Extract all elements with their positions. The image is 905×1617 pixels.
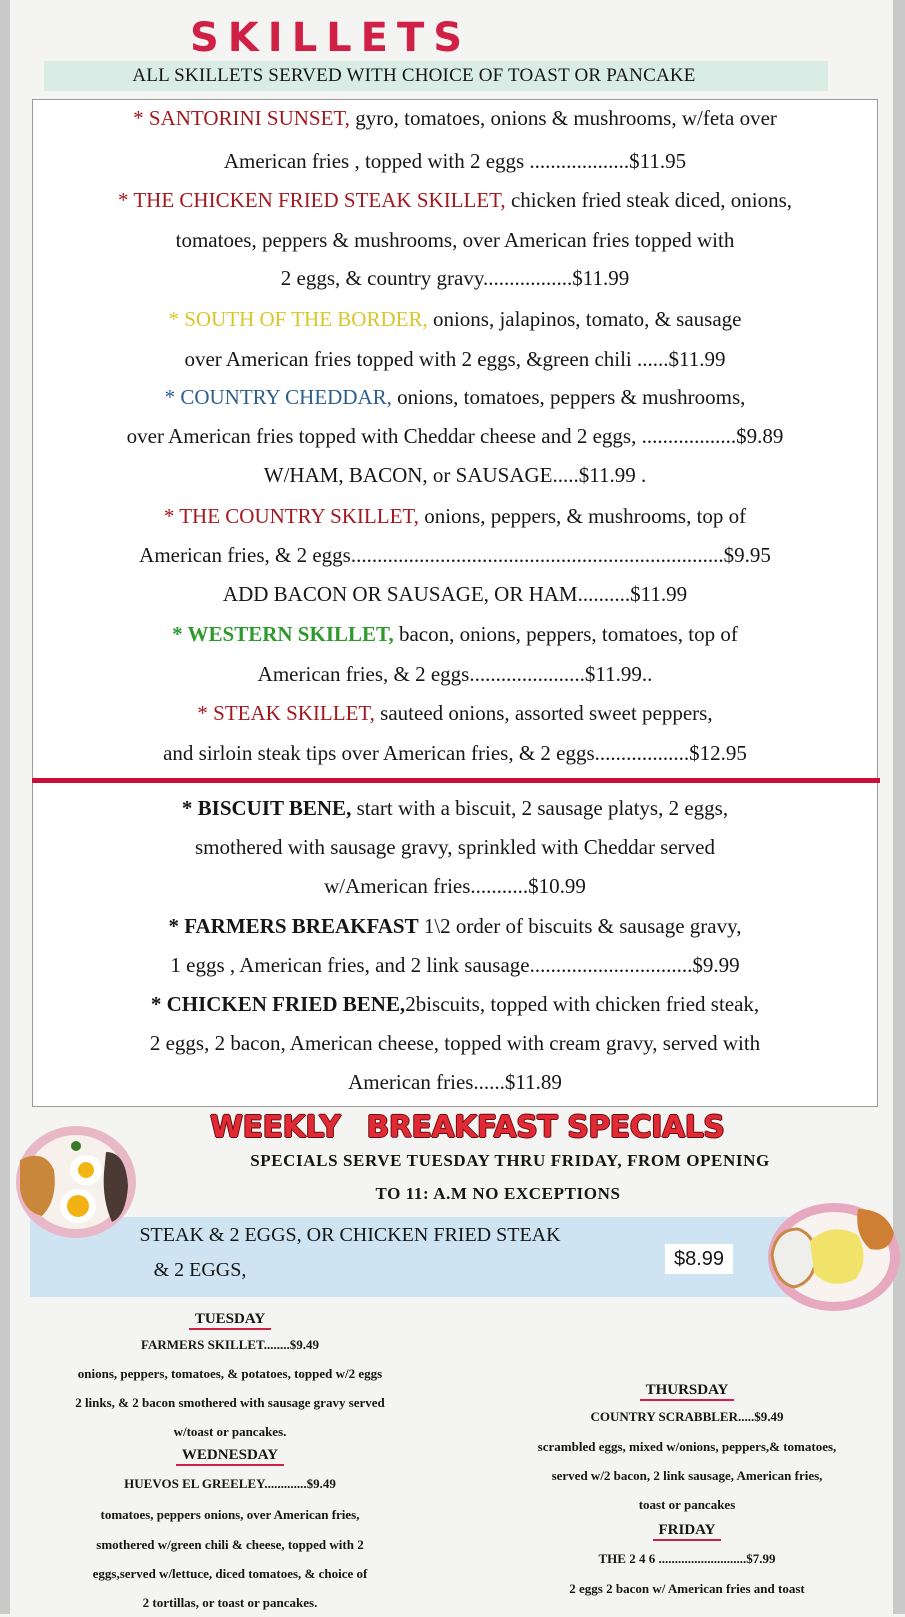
item-name: * WESTERN SKILLET,: [172, 622, 394, 646]
day-item-line: served w/2 bacon, 2 link sausage, American fries,: [551, 1468, 823, 1483]
day-heading-thursday: THURSDAY: [587, 1380, 787, 1400]
menu-item-line: 2 eggs, 2 bacon, American cheese, topped with cream gravy, served with: [149, 1031, 761, 1055]
day-item-line: smothered w/green chili & cheese, topped with 2: [96, 1537, 364, 1552]
menu-item-line: American fries......$11.89: [348, 1070, 562, 1094]
menu-item-santorini-sunset: [33, 104, 877, 132]
weekly-title-word: WEEKLY: [210, 1110, 341, 1145]
day-item-line: toast or pancakes: [638, 1497, 736, 1512]
page-title: SKILLETS: [190, 15, 472, 61]
item-description: sauteed onions, assorted sweet peppers,: [374, 701, 713, 725]
menu-item-line: over American fries topped with Cheddar cheese and 2 eggs, ..................$9.89: [126, 424, 784, 448]
day-item-line: 2 tortillas, or toast or pancakes.: [142, 1595, 318, 1610]
item-name: * CHICKEN FRIED BENE,: [150, 992, 406, 1016]
item-name: * STEAK SKILLET,: [197, 701, 375, 725]
menu-item-line: W/HAM, BACON, or SAUSAGE.....$11.99 .: [263, 463, 647, 487]
garnish-shape: [71, 1141, 81, 1151]
menu-item-chicken-fried-bene: [33, 990, 877, 1018]
menu-item-line: 1 eggs , American fries, and 2 link sausage...............................$9.99: [170, 953, 740, 977]
menu-item-line: American fries, & 2 eggs......................$11.99..: [257, 662, 653, 686]
item-name: * SOUTH OF THE BORDER,: [168, 307, 428, 331]
weekly-title-word: BREAKFAST SPECIALS: [366, 1110, 725, 1145]
day-item-line: scrambled eggs, mixed w/onions, peppers,& tomatoes,: [537, 1439, 837, 1454]
day-item-line: 2 links, & 2 bacon smothered with sausage gravy served: [75, 1395, 385, 1410]
menu-item-line: ADD BACON OR SAUSAGE, OR HAM..........$11.99: [222, 582, 688, 606]
day-item-title: THE 2 4 6 ...........................$7.99: [598, 1551, 776, 1566]
day-item-title: COUNTRY SCRABBLER.....$9.49: [590, 1409, 784, 1424]
day-heading-friday: FRIDAY: [587, 1520, 787, 1540]
menu-item-line: smothered with sausage gravy, sprinkled with Cheddar served: [194, 835, 715, 859]
day-item-title: FARMERS SKILLET........$9.49: [141, 1337, 319, 1352]
item-name: * BISCUIT BENE,: [181, 796, 352, 820]
specials-note-line: SPECIALS SERVE TUESDAY THRU FRIDAY, FROM OPENING: [250, 1151, 770, 1170]
menu-item-farmers-breakfast: [33, 912, 877, 940]
page-edge-left: [0, 0, 10, 1614]
menu-item-biscuit-bene: [33, 794, 877, 822]
day-heading-tuesday: TUESDAY: [130, 1309, 330, 1329]
page-subtitle: ALL SKILLETS SERVED WITH CHOICE OF TOAST OR PANCAKE: [132, 65, 696, 86]
item-description: chicken fried steak diced, onions,: [505, 188, 793, 212]
menu-item-line: w/American fries...........$10.99: [324, 874, 586, 898]
egg-yolk: [67, 1195, 89, 1217]
item-name: * THE CHICKEN FRIED STEAK SKILLET,: [117, 188, 506, 212]
menu-item-western-skillet: [33, 620, 877, 648]
item-name: * THE COUNTRY SKILLET,: [163, 504, 419, 528]
menu-item-south-of-the-border: [33, 305, 877, 333]
item-description: 2biscuits, topped with chicken fried steak,: [405, 992, 760, 1016]
day-item-line: tomatoes, peppers onions, over American fries,: [100, 1507, 360, 1522]
item-description: 1\2 order of biscuits & sausage gravy,: [418, 914, 742, 938]
menu-item-country-skillet: [33, 502, 877, 530]
day-item-line: 2 eggs 2 bacon w/ American fries and toast: [569, 1581, 805, 1596]
item-description: onions, jalapinos, tomato, & sausage: [427, 307, 742, 331]
weekly-specials-title: [210, 1110, 730, 1146]
item-name: * FARMERS BREAKFAST: [168, 914, 419, 938]
menu-item-country-cheddar: [33, 383, 877, 411]
item-description: onions, peppers, & mushrooms, top of: [418, 504, 747, 528]
menu-item-steak-skillet: [33, 699, 877, 727]
menu-item-line: and sirloin steak tips over American fries, & 2 eggs..................$12.95: [163, 741, 747, 765]
section-divider: [32, 778, 880, 783]
specials-note-line: TO 11: A.M NO EXCEPTIONS: [375, 1184, 621, 1203]
menu-item-line: American fries , topped with 2 eggs ...................$11.95: [223, 149, 687, 173]
item-name: * SANTORINI SUNSET,: [133, 106, 350, 130]
scrambled-eggs-shape: [810, 1229, 864, 1284]
steak-special-price: $8.99: [665, 1244, 733, 1274]
steak-special-line: STEAK & 2 EGGS, OR CHICKEN FRIED STEAK: [139, 1224, 561, 1246]
day-item-line: eggs,served w/lettuce, diced tomatoes, & choice of: [92, 1566, 368, 1581]
menu-item-line: American fries, & 2 eggs.......................................................................$9.95: [139, 543, 771, 567]
item-description: onions, tomatoes, peppers & mushrooms,: [391, 385, 746, 409]
menu-item-line: tomatoes, peppers & mushrooms, over American fries topped with: [175, 228, 735, 252]
day-heading-wednesday: WEDNESDAY: [130, 1445, 330, 1465]
day-item-title: HUEVOS EL GREELEY.............$9.49: [124, 1476, 336, 1491]
item-description: bacon, onions, peppers, tomatoes, top of: [393, 622, 738, 646]
item-name: * COUNTRY CHEDDAR,: [164, 385, 392, 409]
menu-item-line: 2 eggs, & country gravy.................$11.99: [280, 266, 630, 290]
item-description: start with a biscuit, 2 sausage platys, 2 eggs,: [351, 796, 729, 820]
day-item-line: onions, peppers, tomatoes, & potatoes, topped w/2 eggs: [77, 1366, 383, 1381]
breakfast-plate-right-image: [762, 1195, 900, 1315]
egg-yolk: [78, 1162, 94, 1178]
menu-item-line: over American fries topped with 2 eggs, &green chili ......$11.99: [184, 347, 726, 371]
day-item-line: w/toast or pancakes.: [173, 1424, 287, 1439]
menu-item-chicken-fried-steak-skillet: [33, 186, 877, 214]
breakfast-plate-left-image: [14, 1120, 146, 1242]
biscuit-shape: [772, 1229, 816, 1287]
item-description: gyro, tomatoes, onions & mushrooms, w/feta over: [349, 106, 777, 130]
page-edge-right: [893, 0, 905, 1614]
steak-special-line: & 2 EGGS,: [153, 1259, 247, 1281]
